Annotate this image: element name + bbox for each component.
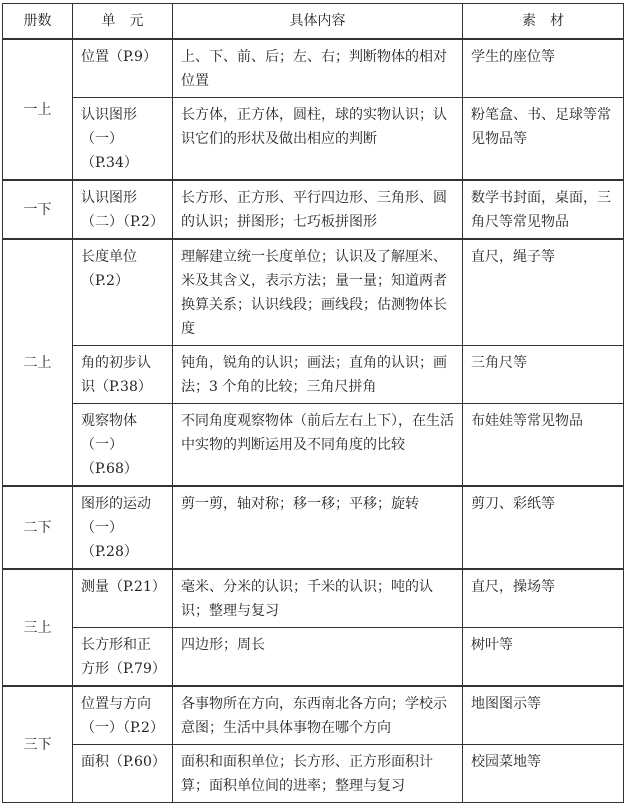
volume-cell: 二上 (3, 239, 73, 486)
material-cell: 粉笔盒、书、足球等常见物品等 (463, 98, 624, 181)
material-cell: 直尺，绳子等 (463, 239, 624, 346)
content-cell: 理解建立统一长度单位；认识及了解厘米、米及其含义，表示方法；量一量；知道两者换算关系；认识线段；画线段；估测物体长度 (173, 239, 463, 346)
volume-cell: 一下 (3, 180, 73, 239)
material-cell: 校园菜地等 (463, 745, 624, 803)
unit-cell: 位置（P.9） (73, 39, 173, 98)
unit-cell: 位置与方向（一）（P.2） (73, 686, 173, 745)
table-row (3, 39, 624, 98)
table-row (3, 346, 624, 404)
header-content: 具体内容 (173, 4, 463, 40)
unit-cell: 角的初步认识（P.38） (73, 346, 173, 404)
table-row (3, 569, 624, 628)
table-row (3, 404, 624, 487)
unit-cell: 面积（P.60） (73, 745, 173, 803)
content-cell: 面积和面积单位；长方形、正方形面积计算；面积单位间的进率；整理与复习 (173, 745, 463, 803)
unit-cell: 观察物体（一）（P.68） (73, 404, 173, 487)
header-material: 素 材 (463, 4, 624, 40)
material-cell: 直尺，操场等 (463, 569, 624, 628)
content-cell: 钝角，锐角的认识；画法；直角的认识；画法；3 个角的比较；三角尺拼角 (173, 346, 463, 404)
unit-cell: 认识图形（二）（P.2） (73, 180, 173, 239)
table-row (3, 745, 624, 803)
curriculum-table (2, 3, 624, 803)
table-row (3, 239, 624, 346)
material-cell: 布娃娃等常见物品 (463, 404, 624, 487)
volume-cell: 一上 (3, 39, 73, 180)
content-cell: 毫米、分米的认识；千米的认识；吨的认识；整理与复习 (173, 569, 463, 628)
header-volume: 册数 (3, 4, 73, 40)
header-row (3, 4, 624, 40)
unit-cell: 长方形和正方形（P.79） (73, 628, 173, 687)
header-unit: 单 元 (73, 4, 173, 40)
content-cell: 四边形；周长 (173, 628, 463, 687)
content-cell: 长方形、正方形、平行四边形、三角形、圆的认识；拼图形；七巧板拼图形 (173, 180, 463, 239)
unit-cell: 认识图形（一）（P.34） (73, 98, 173, 181)
table-row (3, 98, 624, 181)
volume-cell: 三上 (3, 569, 73, 686)
unit-cell: 图形的运动（一）（P.28） (73, 486, 173, 569)
content-cell: 上、下、前、后；左、右；判断物体的相对位置 (173, 39, 463, 98)
material-cell: 地图图示等 (463, 686, 624, 745)
material-cell: 三角尺等 (463, 346, 624, 404)
volume-cell: 三下 (3, 686, 73, 803)
material-cell: 树叶等 (463, 628, 624, 687)
unit-cell: 测量（P.21） (73, 569, 173, 628)
content-cell: 各事物所在方向，东西南北各方向；学校示意图；生活中具体事物在哪个方向 (173, 686, 463, 745)
material-cell: 学生的座位等 (463, 39, 624, 98)
material-cell: 数学书封面，桌面，三角尺等常见物品 (463, 180, 624, 239)
content-cell: 剪一剪，轴对称；移一移；平移；旋转 (173, 486, 463, 569)
material-cell: 剪刀、彩纸等 (463, 486, 624, 569)
table-row (3, 180, 624, 239)
table-row (3, 486, 624, 569)
table-row (3, 686, 624, 745)
content-cell: 不同角度观察物体（前后左右上下），在生活中实物的判断运用及不同角度的比较 (173, 404, 463, 487)
table-row (3, 628, 624, 687)
unit-cell: 长度单位（P.2） (73, 239, 173, 346)
content-cell: 长方体，正方体，圆柱，球的实物认识；认识它们的形状及做出相应的判断 (173, 98, 463, 181)
volume-cell: 二下 (3, 486, 73, 569)
